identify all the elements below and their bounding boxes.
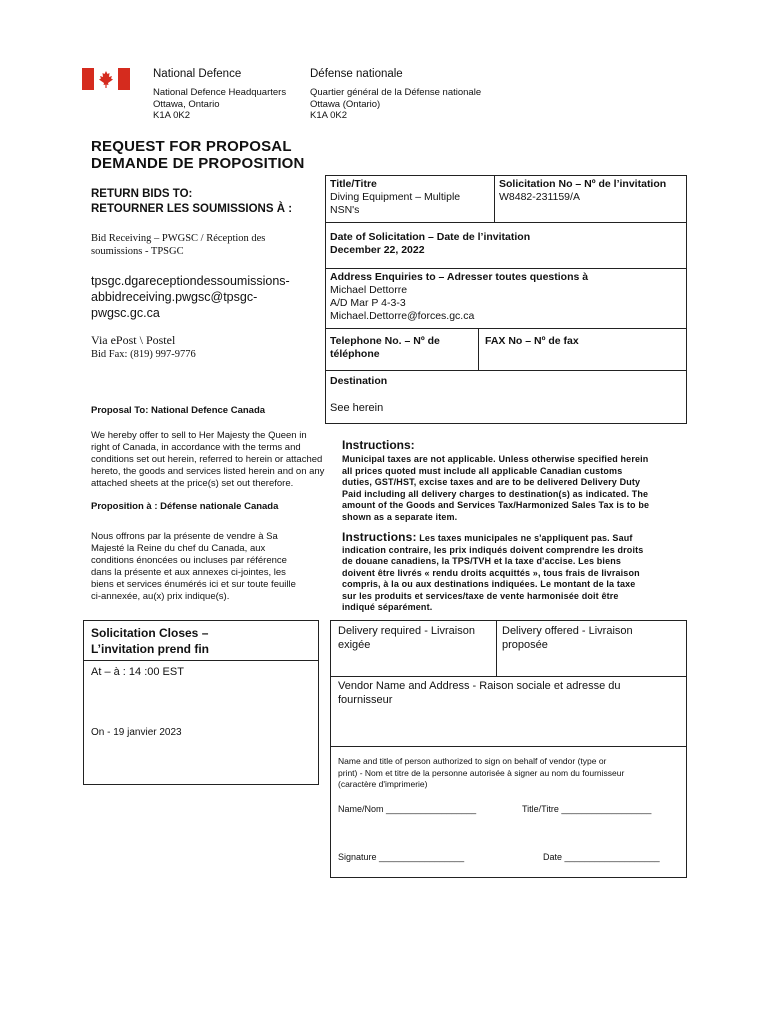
title-field: Title/Titre Diving Equipment – Multiple NSN's (330, 178, 461, 216)
via-epost: Via ePost \ Postel (91, 333, 176, 347)
bid-email[interactable]: tpsgc.dgareceptiondessoumissions- abbidreceiving.pwgsc@tpsgc- pwgsc.gc.ca (91, 274, 290, 320)
vendor-box (330, 620, 687, 878)
bid-receiving: Bid Receiving – PWGSC / Réception des soumissions - TPSGC (91, 233, 266, 257)
signature-field[interactable]: Signature _________________ (338, 852, 465, 862)
proposal-to-text: We hereby offer to sell to Her Majesty the Queen in right of Canada, in accordance with the terms and conditions set out herein, referred to herein or attached hereto, the goods and services listed herein and on any attached sheets at the price(s) set out therefore. (91, 430, 325, 489)
date-field[interactable]: Date ___________________ (543, 852, 660, 862)
instructions-en: Instructions: (342, 438, 415, 452)
dept-name-fr: Défense nationale (310, 68, 403, 80)
bid-fax: Bid Fax: (819) 997-9776 (91, 349, 196, 360)
address-fr: Quartier général de la Défense nationale Ottawa (Ontario) K1A 0K2 (310, 87, 482, 121)
title-signer-field[interactable]: Title/Titre __________________ (522, 804, 652, 814)
solicitation-number-field: Solicitation No – Nº de l’invitation W8482-231159/A (499, 178, 667, 203)
delivery-offered[interactable]: Delivery offered - Livraison proposée (502, 625, 633, 651)
authorized-person-label: Name and title of person authorized to sign on behalf of vendor (type or print) - Nom et titre de la personne autorisée à signer au nom du fournisseur (caractère d'imprimerie) (338, 756, 625, 789)
instructions-fr-text: Instructions: Les taxes municipales ne s'appliquent pas. Sauf indication contraire, les prix indiqués doivent comprendre les droits de douane canadiens, la TPS/TVH et la taxe d'accise. Les biens doivent être livrés « rendu droits acquittés », tous frais de livraison compris, à la ou aux destinations indiquées. Le montant de la taxe sur les produits et services/taxe de vente harmonisée doit être indiqué séparément. (342, 530, 644, 612)
delivery-required[interactable]: Delivery required - Livraison exigée (338, 625, 475, 651)
proposal-to-label: Proposal To: National Defence Canada (91, 405, 266, 416)
closing-date: On - 19 janvier 2023 (91, 727, 182, 738)
fax-field: FAX No – Nº de fax (485, 335, 579, 347)
solicitation-date-field: Date of Solicitation – Date de l’invitation December 22, 2022 (330, 231, 531, 256)
enquiries-field: Address Enquiries to – Adresser toutes questions à Michael Dettorre A/D Mar P 4-3-3 Michael.Dettorre@forces.gc.ca (330, 271, 589, 322)
telephone-field: Telephone No. – Nº de téléphone (330, 335, 440, 360)
name-field[interactable]: Name/Nom __________________ (338, 804, 477, 814)
dept-name-en: National Defence (153, 68, 242, 80)
closing-time: At – à : 14 :00 EST (91, 666, 184, 678)
destination-field: Destination (330, 375, 388, 387)
closing-label: Solicitation Closes – L’invitation prend fin (91, 626, 209, 656)
proposition-label: Proposition à : Défense nationale Canada (91, 501, 279, 512)
return-bids-label: RETURN BIDS TO: RETOURNER LES SOUMISSIONS À : (91, 188, 293, 215)
page-title: REQUEST FOR PROPOSAL DEMANDE DE PROPOSITION (91, 138, 305, 172)
destination-value: See herein (330, 402, 384, 414)
canada-flag-icon (82, 68, 130, 90)
vendor-name-address[interactable]: Vendor Name and Address - Raison sociale et adresse du fournisseur (338, 680, 621, 706)
proposition-text: Nous offrons par la présente de vendre à Sa Majesté la Reine du chef du Canada, aux conditions énoncées ou incluses par référence dans la présente et aux annexes ci-jointes, les biens et services énumérés ici et sur toute feuille ci-annexée, au(x) prix indique(s). (91, 531, 296, 602)
instructions-en-text: Municipal taxes are not applicable. Unless otherwise specified herein all prices quoted must include all applicable Canadian customs duties, GST/HST, excise taxes and are to be delivered Delivery Duty Paid including all delivery charges to destination(s) as indicated. The amount of the Goods and Services Tax/Harmonized Sales Tax is to be shown as a separate item. (342, 454, 650, 522)
address-en: National Defence Headquarters Ottawa, Ontario K1A 0K2 (153, 87, 287, 121)
